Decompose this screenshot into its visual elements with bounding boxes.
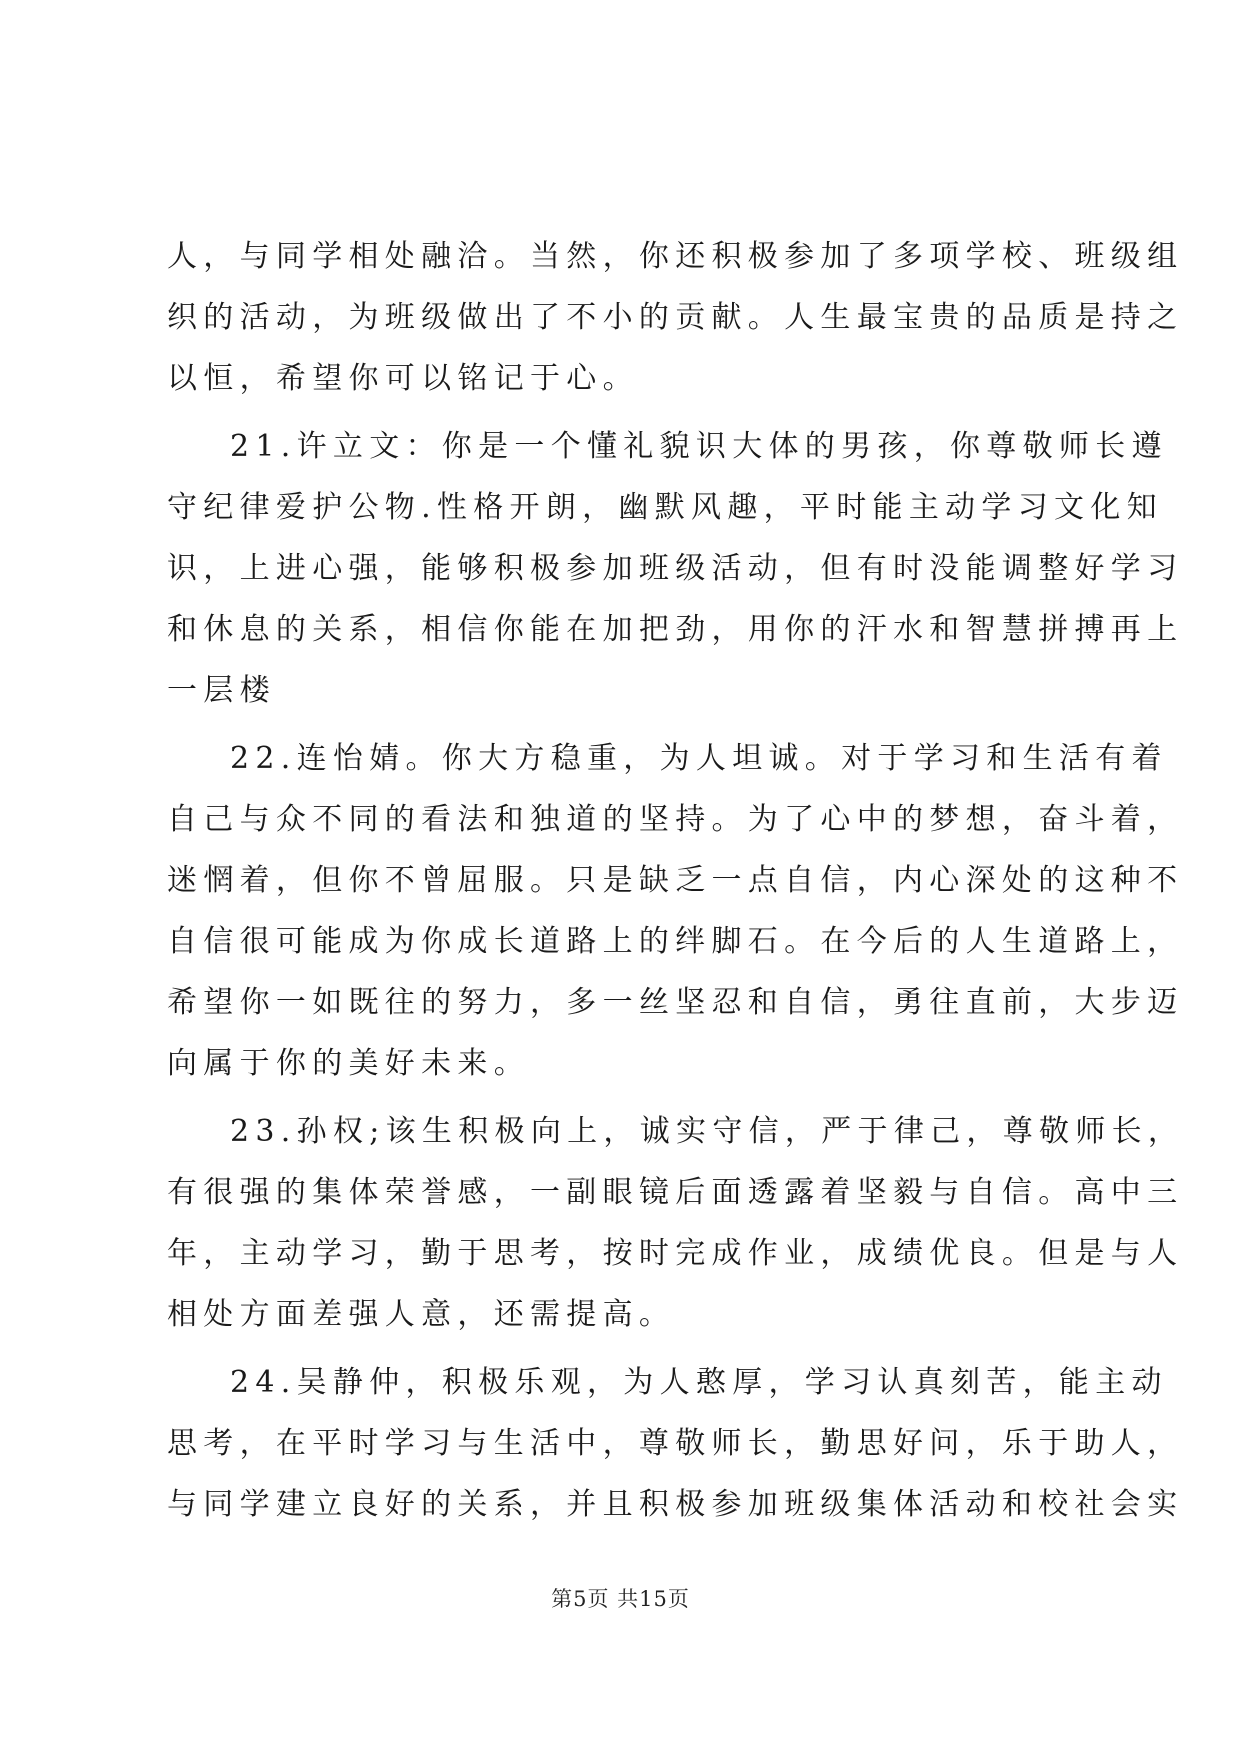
text-line: 自己与众不同的看法和独道的坚持。为了心中的梦想，奋斗着，: [167, 802, 1184, 837]
text-line: 守纪律爱护公物.性格开朗，幽默风趣，平时能主动学习文化知: [167, 490, 1163, 525]
text-line: 相处方面差强人意，还需提高。: [167, 1297, 676, 1332]
text-line: 22.连怡婧。你大方稳重，为人坦诚。对于学习和生活有着: [230, 741, 1168, 776]
text-line: 自信很可能成为你成长道路上的绊脚石。在今后的人生道路上，: [167, 924, 1184, 959]
text-line: 和休息的关系，相信你能在加把劲，用你的汗水和智慧拼搏再上: [167, 612, 1184, 647]
paragraph: [167, 1352, 1184, 1535]
text-line: 有很强的集体荣誉感，一副眼镜后面透露着坚毅与自信。高中三: [167, 1175, 1184, 1210]
page-footer: 第5页 共15页: [551, 1587, 690, 1611]
text-line: 思考，在平时学习与生活中，尊敬师长，勤思好问，乐于助人，: [167, 1426, 1184, 1461]
text-line: 识，上进心强，能够积极参加班级活动，但有时没能调整好学习: [167, 551, 1184, 586]
document-body: [167, 226, 1185, 1535]
text-line: 与同学建立良好的关系，并且积极参加班级集体活动和校社会实: [167, 1487, 1184, 1522]
text-line: 向属于你的美好未来。: [167, 1046, 530, 1081]
paragraph: [167, 226, 1184, 409]
text-line: 24.吴静仲，积极乐观，为人憨厚，学习认真刻苦，能主动: [230, 1365, 1168, 1400]
text-line: 年，主动学习，勤于思考，按时完成作业，成绩优良。但是与人: [167, 1236, 1184, 1271]
paragraph: [167, 728, 1184, 1094]
paragraph: [167, 416, 1184, 721]
text-line: 21.许立文：你是一个懂礼貌识大体的男孩，你尊敬师长遵: [230, 429, 1168, 464]
text-line: 迷惘着，但你不曾屈服。只是缺乏一点自信，内心深处的这种不: [167, 863, 1184, 898]
text-line: 织的活动，为班级做出了不小的贡献。人生最宝贵的品质是持之: [167, 300, 1184, 335]
text-line: 希望你一如既往的努力，多一丝坚忍和自信，勇往直前，大步迈: [167, 985, 1184, 1020]
paragraph: [167, 1101, 1185, 1345]
text-line: 一层楼: [167, 673, 276, 708]
text-line: 以恒，希望你可以铭记于心。: [167, 361, 639, 396]
text-line: 23.孙权;该生积极向上，诚实守信，严于律己，尊敬师长，: [230, 1114, 1185, 1149]
text-line: 人，与同学相处融洽。当然，你还积极参加了多项学校、班级组: [167, 239, 1184, 274]
